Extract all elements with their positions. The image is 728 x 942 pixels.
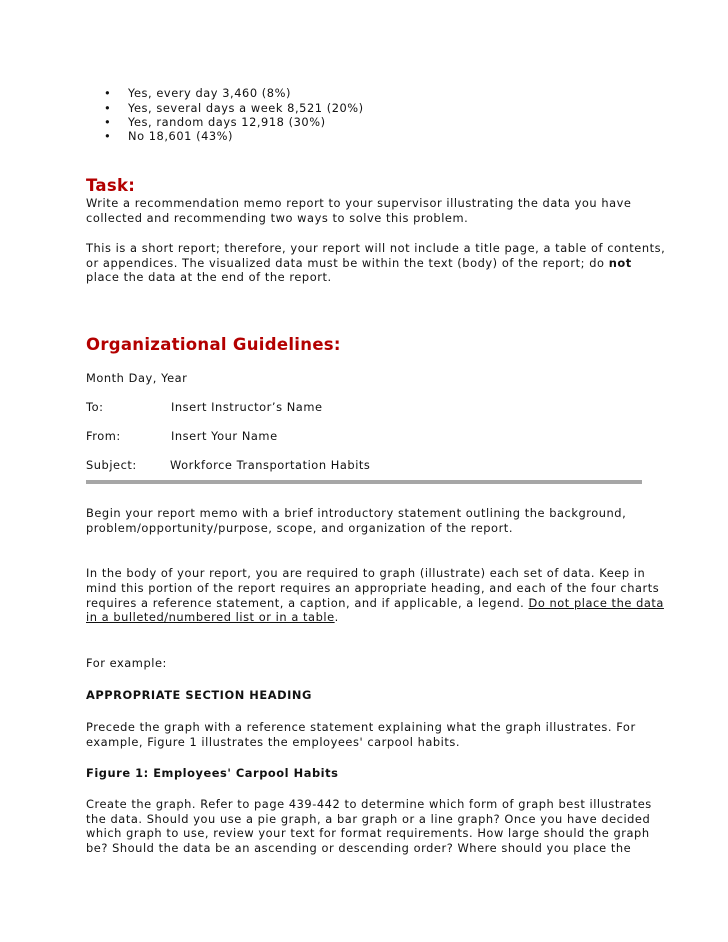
intro-line: problem/opportunity/purpose, scope, and organization of the report. <box>86 521 513 535</box>
instruction-line: the data. Should you use a pie graph, a bar graph or a line graph? Once you have decided <box>86 812 651 826</box>
task-paragraph-line: This is a short report; therefore, your report will not include a title page, a table of contents, <box>86 241 666 255</box>
text-run: requires a reference statement, a caption, and if applicable, a legend. <box>86 596 529 610</box>
body-line <box>86 596 664 611</box>
bullet-marker: • <box>104 86 111 100</box>
memo-subject-label: Subject: <box>86 458 137 472</box>
memo-to-value: Insert Instructor’s Name <box>171 400 323 414</box>
memo-subject-value: Workforce Transportation Habits <box>170 458 371 472</box>
list-item: No 18,601 (43%) <box>128 129 234 143</box>
example-label: For example: <box>86 656 167 670</box>
task-paragraph-line: collected and recommending two ways to solve this problem. <box>86 211 469 225</box>
intro-line: Begin your report memo with a brief introductory statement outlining the background, <box>86 506 627 520</box>
memo-from-value: Insert Your Name <box>171 429 278 443</box>
section-heading: APPROPRIATE SECTION HEADING <box>86 688 312 702</box>
emphasis-not: not <box>608 256 632 270</box>
bullet-marker: • <box>104 101 111 115</box>
task-heading: Task: <box>86 176 136 195</box>
memo-from-label: From: <box>86 429 121 443</box>
text-run: . <box>334 610 339 624</box>
task-paragraph-line <box>86 256 632 271</box>
body-line <box>86 610 339 625</box>
reference-line: example, Figure 1 illustrates the employees' carpool habits. <box>86 735 461 749</box>
list-item: Yes, every day 3,460 (8%) <box>128 86 291 100</box>
body-line: In the body of your report, you are required to graph (illustrate) each set of data. Keep in <box>86 566 646 580</box>
body-line: mind this portion of the report requires an appropriate heading, and each of the four charts <box>86 581 660 595</box>
bullet-marker: • <box>104 115 111 129</box>
instruction-line: be? Should the data be an ascending or descending order? Where should you place the <box>86 841 632 855</box>
memo-divider <box>86 480 642 484</box>
task-paragraph-line: place the data at the end of the report. <box>86 270 332 284</box>
memo-date: Month Day, Year <box>86 371 188 385</box>
instruction-line: Create the graph. Refer to page 439-442 to determine which form of graph best illustrates <box>86 797 652 811</box>
underlined-text: in a bulleted/numbered list or in a table <box>86 610 335 624</box>
list-item: Yes, several days a week 8,521 (20%) <box>128 101 364 115</box>
figure-caption: Figure 1: Employees' Carpool Habits <box>86 766 339 780</box>
instruction-line: which graph to use, review your text for format requirements. How large should the graph <box>86 826 650 840</box>
bullet-marker: • <box>104 129 111 143</box>
text-run: or appendices. The visualized data must be within the text (body) of the report; do <box>86 256 609 270</box>
org-guidelines-heading: Organizational Guidelines: <box>86 335 341 354</box>
memo-to-label: To: <box>86 400 104 414</box>
reference-line: Precede the graph with a reference statement explaining what the graph illustrates. For <box>86 720 636 734</box>
task-paragraph-line: Write a recommendation memo report to your supervisor illustrating the data you have <box>86 196 632 210</box>
list-item: Yes, random days 12,918 (30%) <box>128 115 326 129</box>
underlined-text: Do not place the data <box>528 596 664 610</box>
